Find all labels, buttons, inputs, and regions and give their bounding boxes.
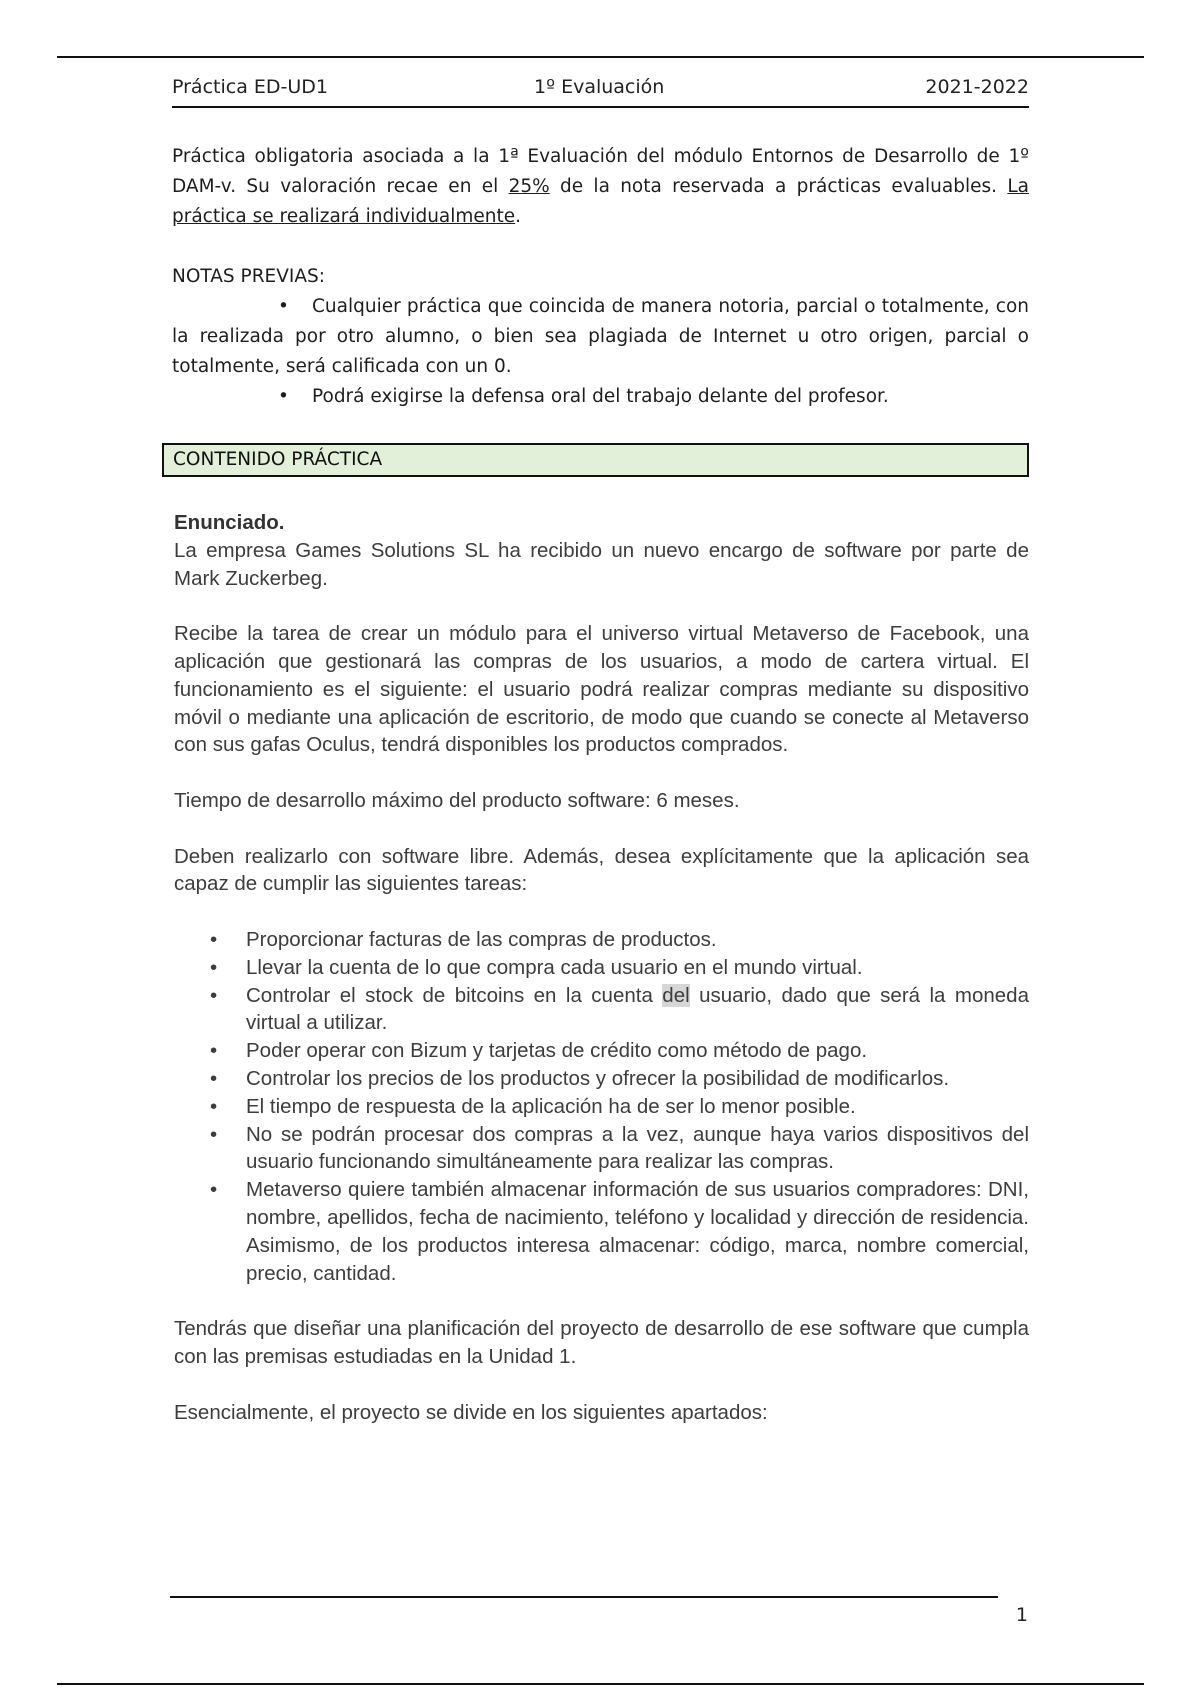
footer-line: [170, 1596, 998, 1598]
task-text: Controlar los precios de los productos y ofrecer la posibilidad de modificarlos.: [246, 1066, 950, 1090]
note-item: [172, 382, 1029, 412]
header-evaluation: 1º Evaluación: [534, 76, 665, 98]
task-item: [174, 926, 1029, 954]
intro-period: .: [515, 206, 522, 227]
task-item: [174, 1037, 1029, 1065]
bullet-icon: •: [278, 386, 289, 407]
task-text: Llevar la cuenta de lo que compra cada usuario en el mundo virtual.: [246, 955, 863, 979]
task-text-after: usuario, dado que será la moneda virtual a utilizar.: [246, 983, 1029, 1035]
content-paragraph: La empresa Games Solutions SL ha recibido un nuevo encargo de software por parte de Mark Zuckerbeg.: [174, 538, 1029, 590]
note-text: Cualquier práctica que coincida de manera notoria, parcial o totalmente, con la realizada por otro alumno, o bien sea plagiada de Internet u otro origen, parcial o totalmente, será calificada con un 0.: [172, 296, 1029, 377]
page-header: [172, 74, 1029, 108]
bottom-border-line: [57, 1683, 1144, 1685]
content-paragraph: Deben realizarlo con software libre. Además, desea explícitamente que la aplicación sea capaz de cumplir las siguientes tareas:: [174, 844, 1029, 896]
bullet-icon: •: [278, 296, 289, 317]
task-item: [174, 1093, 1029, 1121]
bullet-icon: •: [210, 1039, 218, 1063]
content-body: [174, 509, 1029, 1426]
task-text: No se podrán procesar dos compras a la vez, aunque haya varios dispositivos del usuario funcionando simultáneamente para realizar las compras.: [246, 1122, 1029, 1174]
bullet-icon: •: [210, 1122, 218, 1146]
task-text: Metaverso quiere también almacenar información de sus usuarios compradores: DNI, nombre, apellidos, fecha de nacimiento, teléfono y localidad y dirección de residencia. Asimismo, de los productos interesa almacenar: código, marca, nombre comercial, precio, cantidad.: [246, 1178, 1029, 1285]
section-heading-box: CONTENIDO PRÁCTICA: [162, 443, 1029, 477]
task-text-before: Controlar el stock de bitcoins en la cuenta: [246, 983, 663, 1007]
intro-text-1: Práctica obligatoria asociada a la 1ª Evaluación del módulo Entornos de Desarrollo de 1º DAM-v. Su valoración recae en el: [172, 146, 1029, 197]
header-year: 2021-2022: [925, 76, 1029, 98]
content-paragraph: Tiempo de desarrollo máximo del producto software: 6 meses.: [174, 788, 740, 812]
task-item: [174, 954, 1029, 982]
task-item: [174, 982, 1029, 1038]
bullet-icon: •: [210, 983, 218, 1007]
task-item: [174, 1121, 1029, 1177]
content-paragraph: Recibe la tarea de crear un módulo para el universo virtual Metaverso de Facebook, una aplicación que gestionará las compras de los usuarios, a modo de cartera virtual. El funcionamiento es el siguiente: el usuario podrá realizar compras mediante su dispositivo móvil o mediante una aplicación de escritorio, de modo que cuando se conecte al Metaverso con sus gafas Oculus, tendrá disponibles los productos comprados.: [174, 622, 1029, 757]
task-item: [174, 1065, 1029, 1093]
task-item: [174, 1176, 1029, 1287]
task-text: El tiempo de respuesta de la aplicación ha de ser lo menor posible.: [246, 1094, 856, 1118]
intro-text-2: de la nota reservada a prácticas evaluables.: [549, 176, 1008, 197]
content-paragraph: Esencialmente, el proyecto se divide en los siguientes apartados:: [174, 1400, 768, 1424]
page-number: 1: [1015, 1604, 1028, 1626]
intro-paragraph: [172, 142, 1029, 232]
note-text: Podrá exigirse la defensa oral del trabajo delante del profesor.: [312, 386, 889, 407]
header-course-code: Práctica ED-UD1: [172, 76, 328, 98]
task-list: [174, 926, 1029, 1287]
task-text: Proporcionar facturas de las compras de productos.: [246, 927, 717, 951]
text-selection-highlight: del: [662, 983, 690, 1007]
bullet-icon: •: [210, 1178, 218, 1202]
notes-title: NOTAS PREVIAS:: [172, 266, 325, 287]
bullet-icon: •: [210, 1094, 218, 1118]
bullet-icon: •: [210, 1066, 218, 1090]
bullet-icon: •: [210, 955, 218, 979]
bullet-icon: •: [210, 927, 218, 951]
content-title: Enunciado.: [174, 511, 285, 534]
content-paragraph: Tendrás que diseñar una planificación del proyecto de desarrollo de ese software que cumpla con las premisas estudiadas en la Unidad 1.: [174, 1317, 1029, 1368]
intro-individual: La práctica se realizará individualmente: [172, 176, 1029, 227]
note-item: [172, 292, 1029, 382]
notes-section: [172, 262, 1029, 412]
task-text: Poder operar con Bizum y tarjetas de crédito como método de pago.: [246, 1039, 868, 1063]
intro-percent: 25%: [508, 176, 550, 197]
document-page: [172, 0, 1029, 1700]
